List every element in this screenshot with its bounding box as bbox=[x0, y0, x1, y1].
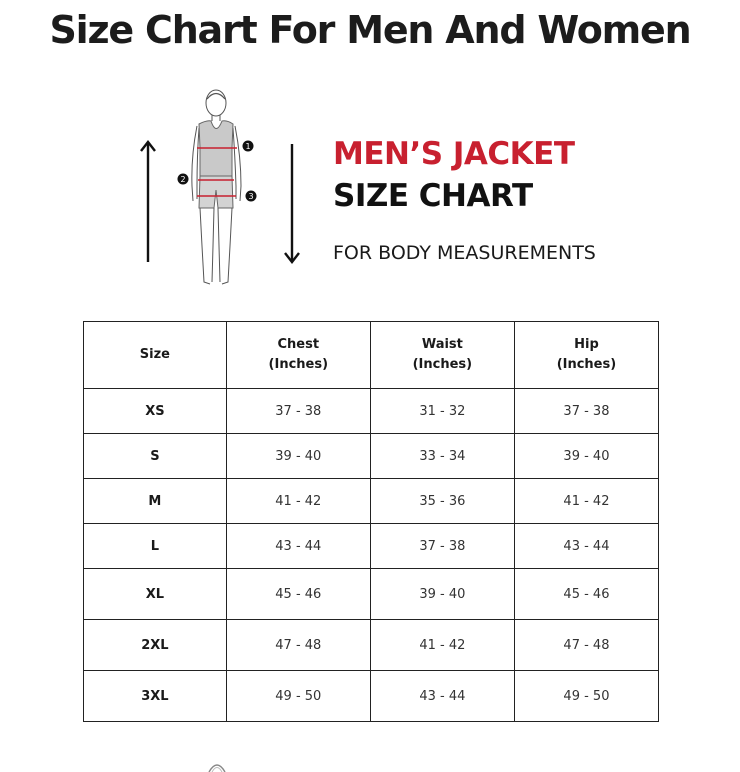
waist-cell: 43 - 44 bbox=[370, 671, 514, 722]
size-cell: S bbox=[84, 434, 227, 479]
arrow-up-icon bbox=[138, 138, 158, 264]
size-cell: XL bbox=[84, 569, 227, 620]
marker-3: 3 bbox=[248, 192, 254, 201]
heading-mens-jacket: MEN’S JACKET bbox=[333, 136, 575, 172]
size-table bbox=[83, 321, 659, 722]
column-label: Waist bbox=[421, 337, 463, 352]
arrow-down-icon bbox=[282, 142, 302, 266]
table-row bbox=[84, 569, 659, 620]
size-cell: XS bbox=[84, 389, 227, 434]
chest-cell: 37 - 38 bbox=[226, 389, 370, 434]
column-label: Chest bbox=[277, 337, 320, 352]
column-header-waist bbox=[370, 322, 514, 389]
size-cell: 3XL bbox=[84, 671, 227, 722]
chest-cell: 49 - 50 bbox=[226, 671, 370, 722]
size-cell: 2XL bbox=[84, 620, 227, 671]
hip-cell: 43 - 44 bbox=[514, 524, 658, 569]
waist-cell: 41 - 42 bbox=[370, 620, 514, 671]
body-figure-illustration bbox=[180, 86, 265, 296]
heading-for-body-measurements: FOR BODY MEASUREMENTS bbox=[333, 242, 596, 264]
table-row bbox=[84, 434, 659, 479]
partial-figure-icon bbox=[207, 760, 227, 772]
table-row bbox=[84, 524, 659, 569]
column-unit: (Inches) bbox=[268, 357, 329, 372]
chest-cell: 39 - 40 bbox=[226, 434, 370, 479]
table-row bbox=[84, 479, 659, 524]
column-label: Size bbox=[139, 347, 170, 362]
column-unit: (Inches) bbox=[412, 357, 473, 372]
hip-cell: 39 - 40 bbox=[514, 434, 658, 479]
hip-cell: 45 - 46 bbox=[514, 569, 658, 620]
chest-cell: 43 - 44 bbox=[226, 524, 370, 569]
size-cell: M bbox=[84, 479, 227, 524]
page-title: Size Chart For Men And Women bbox=[49, 8, 691, 52]
hip-cell: 49 - 50 bbox=[514, 671, 658, 722]
column-header-chest bbox=[226, 322, 370, 389]
column-label: Hip bbox=[574, 337, 599, 352]
marker-1: 1 bbox=[245, 142, 251, 151]
table-header-row bbox=[84, 322, 659, 389]
column-header-hip bbox=[514, 322, 658, 389]
waist-cell: 31 - 32 bbox=[370, 389, 514, 434]
column-header-size bbox=[84, 322, 227, 389]
table-row bbox=[84, 620, 659, 671]
hip-cell: 37 - 38 bbox=[514, 389, 658, 434]
table-row bbox=[84, 671, 659, 722]
waist-cell: 37 - 38 bbox=[370, 524, 514, 569]
chest-cell: 41 - 42 bbox=[226, 479, 370, 524]
chest-cell: 47 - 48 bbox=[226, 620, 370, 671]
hip-cell: 47 - 48 bbox=[514, 620, 658, 671]
waist-cell: 33 - 34 bbox=[370, 434, 514, 479]
hip-cell: 41 - 42 bbox=[514, 479, 658, 524]
heading-size-chart: SIZE CHART bbox=[333, 178, 533, 214]
column-unit: (Inches) bbox=[556, 357, 617, 372]
chest-cell: 45 - 46 bbox=[226, 569, 370, 620]
marker-2: 2 bbox=[180, 175, 186, 184]
size-cell: L bbox=[84, 524, 227, 569]
table-row bbox=[84, 389, 659, 434]
waist-cell: 35 - 36 bbox=[370, 479, 514, 524]
waist-cell: 39 - 40 bbox=[370, 569, 514, 620]
